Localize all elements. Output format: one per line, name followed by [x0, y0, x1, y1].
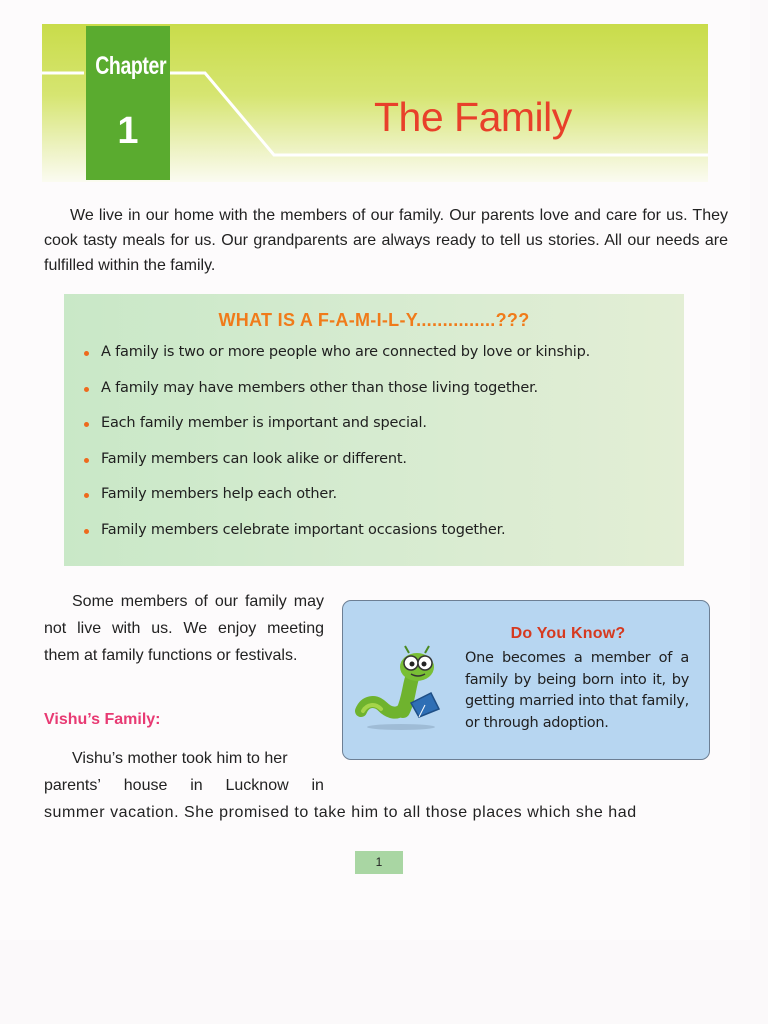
- list-item: Family members celebrate important occasions together.: [84, 522, 674, 558]
- page-number-badge: [355, 851, 403, 874]
- family-facts-list: [84, 344, 674, 557]
- do-you-know-text: One becomes a member of a family by being born into it, by getting married into that family, or through adoption.: [465, 650, 689, 731]
- bullet-icon: [84, 387, 89, 392]
- do-you-know-heading: Do You Know?: [510, 625, 626, 642]
- what-is-family-heading: WHAT IS A F-A-M-I-L-Y...............???: [218, 310, 530, 330]
- bullet-icon: [84, 351, 89, 356]
- chapter-number: 1: [117, 110, 139, 152]
- page-number: 1: [375, 855, 383, 869]
- chapter-title: The Family: [374, 94, 572, 140]
- list-item: Family members help each other.: [84, 486, 674, 522]
- section-heading: Vishu’s Family:: [44, 711, 161, 728]
- list-item: A family is two or more people who are connected by love or kinship.: [84, 344, 674, 380]
- body-paragraph: Some members of our family may not live with us. We enjoy meeting them at family functions or festivals.: [44, 593, 324, 664]
- bullet-icon: [84, 422, 89, 427]
- what-is-family-box: [64, 294, 684, 566]
- chapter-label: Chapter: [95, 52, 167, 80]
- intro-paragraph: We live in our home with the members of our family. Our parents love and care for us. They cook tasty meals for us. Our grandparents are always ready to tell us stories. All our needs are fulfilled within the family.: [44, 207, 728, 274]
- story-line: Vishu’s mother took him to her: [72, 750, 288, 767]
- bullet-icon: [84, 529, 89, 534]
- do-you-know-box: [342, 600, 710, 760]
- bookworm-icon: [353, 641, 449, 731]
- list-item: A family may have members other than those living together.: [84, 380, 674, 416]
- bullet-icon: [84, 493, 89, 498]
- list-item: Family members can look alike or different.: [84, 451, 674, 487]
- bullet-icon: [84, 458, 89, 463]
- list-item: Each family member is important and special.: [84, 415, 674, 451]
- story-line: parents’ house in Lucknow in: [44, 777, 324, 794]
- story-line: summer vacation. She promised to take him to all those places which she had: [44, 804, 637, 821]
